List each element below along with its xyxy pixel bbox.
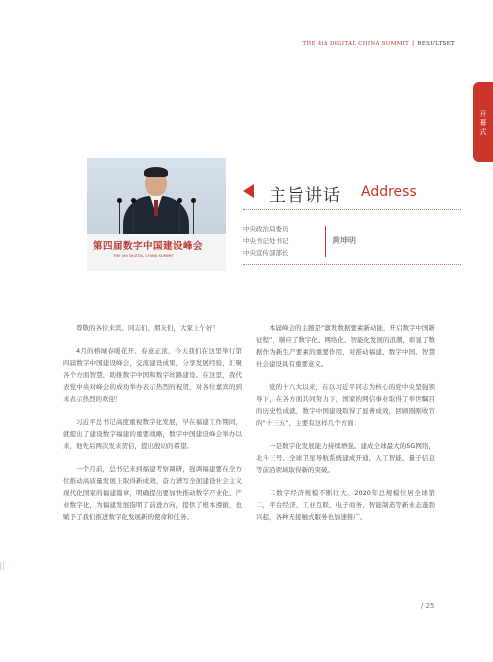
paragraph: 一个月前，总书记来到福建考察调研，强调福建要在全方位推动高质量发展上取得新成效，奋力谱写全面建设社会主义现代化国家的福建篇章，明确提出要加快推动数字产业化、产业数字化，为福建发展指明了前进方向，提供了根本遵循，也赋予了我们推进数字化发展新的使命和任务。 <box>63 465 242 521</box>
microphone-icon <box>131 198 136 203</box>
title-english: Address <box>361 184 417 200</box>
speaker-role: 中央政治局委员 <box>243 225 289 233</box>
divider <box>325 226 326 257</box>
triangle-left-icon <box>243 184 254 198</box>
page-number: / 25 <box>421 602 435 610</box>
divider <box>243 264 461 265</box>
paragraph: 习近平总书记高度重视数字化发展，早在福建工作期间，就提出了建设数字福建的重要战略，数字中国建设峰会举办以来，他先后两次发来贺信，提出殷切的希望。 <box>63 418 242 450</box>
decorative-stripes <box>0 562 6 570</box>
article-title <box>243 181 468 206</box>
speaker-name: 黄坤明 <box>332 236 356 245</box>
paragraph: 4月的榕城春暖花开、春意正浓，今天我们在这里举行第四届数字中国建设峰会，交流建设成果，分享发展经验，汇聚各个方面智慧，助推数字中国和数字丝路建设。在这里，我代表党中央对峰会的成功举办表示热烈的祝贺，对各位嘉宾的到来表示热烈的欢迎！ <box>63 347 242 403</box>
section-name: RESULTSET <box>417 41 455 47</box>
paragraph: 党的十八大以来，在以习近平同志为核心的党中央坚强领导下，在各方面共同努力下，国家的网信事业取得了举世瞩目的历史性成就，数字中国建设取得了显著成效，回顾刚刚收官的“十三五”，主要有这样几个方面： <box>256 383 435 427</box>
paragraph: 本届峰会的主题是“激发数据要素新动能，开启数字中国新征程”，顺应了数字化、网络化、智能化发展的浪潮，彰显了数据作为新生产要素的重要作用，对推动福建、数字中国、智慧社会建设具有重要意义。 <box>256 324 435 368</box>
section-tab <box>473 82 493 162</box>
microphone-icon <box>117 198 122 203</box>
title-chinese: 主旨讲话 <box>269 186 341 206</box>
speaker-roles <box>243 223 289 259</box>
paragraph: 尊敬的各位来宾、同志们、朋友们，大家上午好！ <box>76 324 219 332</box>
divider <box>243 209 461 210</box>
speaker-role: 中央书记处书记 <box>243 237 289 245</box>
section-tab-label: 开幕式 <box>479 110 487 136</box>
running-header <box>302 41 455 47</box>
body-column-right <box>256 322 435 534</box>
microphone-icon <box>177 198 182 203</box>
header-separator: | <box>412 41 415 47</box>
paragraph: 二数字经济规模不断壮大。2020年总规模位居全球第二，平台经济、工业互联、电子商务、智能制造等新业态蓬勃兴起，各种无接触式服务也加速推广。 <box>256 489 435 521</box>
speaker-photo <box>87 158 226 271</box>
body-column-left <box>63 322 242 534</box>
microphone-icon <box>191 198 196 203</box>
summit-name: THE 4th DIGITAL CHINA SUMMIT <box>302 41 410 47</box>
paragraph: 一是数字化发展能力持续增强。建成全球最大的5G网络，北斗三号、全球卫星导航系统建成开通，人工智能、量子信息等前沿领域取得新的突破。 <box>256 442 435 474</box>
speaker-role: 中央宣传部部长 <box>243 249 289 257</box>
banner-title: 第四届数字中国建设峰会 <box>93 241 204 252</box>
banner-subtitle: THE 4th DIGITAL CHINA SUMMIT <box>113 253 174 258</box>
